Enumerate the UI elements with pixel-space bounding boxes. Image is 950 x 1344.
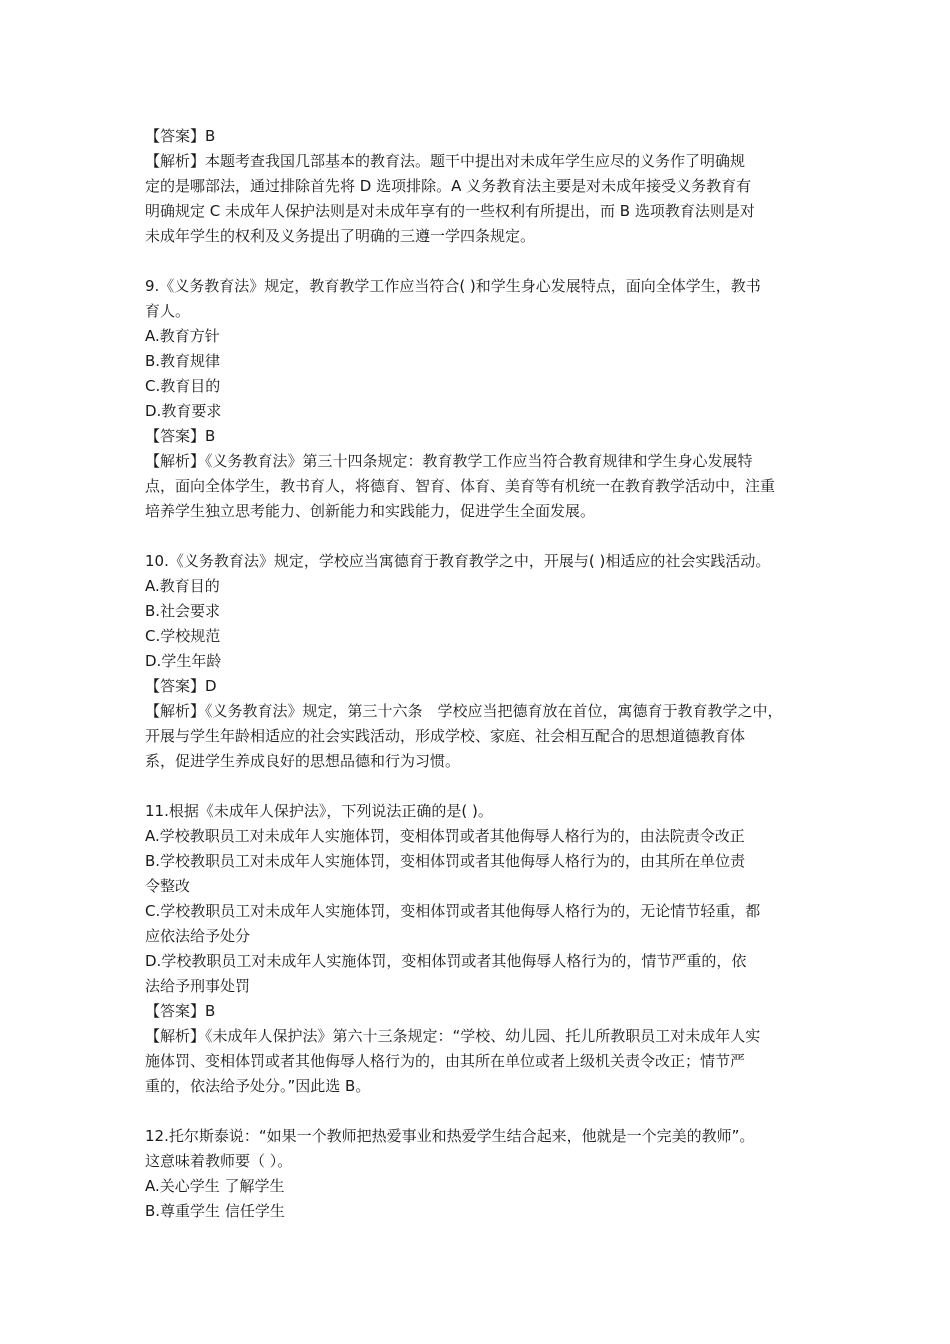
option-line: A.关心学生 了解学生 — [145, 1177, 285, 1195]
question-stem: 12.托尔斯泰说：“如果一个教师把热爱事业和热爱学生结合起来，他就是一个完美的教师”。 — [145, 1127, 755, 1145]
answer-line: 【答案】B — [145, 427, 216, 445]
block-spacer — [145, 524, 815, 549]
block-spacer — [145, 1099, 815, 1124]
text-line: 这意味着教师要（ ）。 — [145, 1152, 293, 1170]
text-line: 定的是哪部法，通过排除首先将 D 选项排除。A 义务教育法主要是对未成年接受义务教育有 — [145, 177, 752, 195]
option-line: A.教育目的 — [145, 577, 220, 595]
option-line: C.学校教职员工对未成年人实施体罚，变相体罚或者其他侮辱人格行为的，无论情节轻重，都 — [145, 902, 761, 920]
option-line: D.学校教职员工对未成年人实施体罚，变相体罚或者其他侮辱人格行为的，情节严重的，依 — [145, 952, 747, 970]
question-block — [145, 1124, 815, 1224]
text-line: 开展与学生年龄相适应的社会实践活动，形成学校、家庭、社会相互配合的思想道德教育体 — [145, 727, 746, 745]
text-line: 育人。 — [145, 302, 191, 320]
option-line: A.教育方针 — [145, 327, 220, 345]
option-line: D.教育要求 — [145, 402, 222, 420]
text-line: 施体罚、变相体罚或者其他侮辱人格行为的，由其所在单位或者上级机关责令改正；情节严 — [145, 1052, 746, 1070]
answer-line: 【答案】D — [145, 677, 217, 695]
text-line: 系，促进学生养成良好的思想品德和行为习惯。 — [145, 752, 461, 770]
text-line: 明确规定 C 未成年人保护法则是对未成年享有的一些权利有所提出，而 B 选项教育法则是对 — [145, 202, 755, 220]
option-line: B.教育规律 — [145, 352, 221, 370]
explanation-line: 【解析】《未成年人保护法》第六十三条规定：“学校、幼儿园、托儿所教职员工对未成年人实 — [145, 1027, 761, 1045]
block-spacer — [145, 774, 815, 799]
answer-line: 【答案】B — [145, 127, 216, 145]
question-stem: 10.《义务教育法》规定，学校应当寓德育于教育教学之中，开展与( )相适应的社会实践活动。 — [145, 552, 771, 570]
question-stem: 11.根据《未成年人保护法》，下列说法正确的是( )。 — [145, 802, 493, 820]
text-line: 法给予刑事处罚 — [145, 977, 251, 995]
text-line: 未成年学生的权利及义务提出了明确的三遵一学四条规定。 — [145, 227, 536, 245]
question-block — [145, 274, 815, 524]
text-line: 应依法给予处分 — [145, 927, 251, 945]
document-body — [145, 124, 815, 1224]
option-line: C.学校规范 — [145, 627, 221, 645]
explanation-line: 【解析】《义务教育法》规定，第三十六条 学校应当把德育放在首位，寓德育于教育教学之中， — [145, 702, 783, 720]
option-line: D.学生年龄 — [145, 652, 222, 670]
question-block — [145, 549, 815, 774]
question-stem: 9.《义务教育法》规定，教育教学工作应当符合( )和学生身心发展特点，面向全体学生，教书 — [145, 277, 761, 295]
option-line: A.学校教职员工对未成年人实施体罚，变相体罚或者其他侮辱人格行为的，由法院责令改正 — [145, 827, 745, 845]
text-line: 培养学生独立思考能力、创新能力和实践能力，促进学生全面发展。 — [145, 502, 596, 520]
answer-explanation-block — [145, 124, 815, 249]
option-line: B.尊重学生 信任学生 — [145, 1202, 285, 1220]
text-line: 令整改 — [145, 877, 191, 895]
block-spacer — [145, 249, 815, 274]
explanation-line: 【解析】《义务教育法》第三十四条规定：教育教学工作应当符合教育规律和学生身心发展特 — [145, 452, 753, 470]
option-line: B.学校教职员工对未成年人实施体罚，变相体罚或者其他侮辱人格行为的，由其所在单位责 — [145, 852, 746, 870]
option-line: B.社会要求 — [145, 602, 221, 620]
question-block — [145, 799, 815, 1099]
option-line: C.教育目的 — [145, 377, 221, 395]
text-line: 点，面向全体学生，教书育人，将德育、智育、体育、美育等有机统一在教育教学活动中，注重 — [145, 477, 776, 495]
explanation-line: 【解析】本题考查我国几部基本的教育法。题干中提出对未成年学生应尽的义务作了明确规 — [145, 152, 746, 170]
text-line: 重的，依法给予处分。”因此选 B。 — [145, 1077, 371, 1095]
answer-line: 【答案】B — [145, 1002, 216, 1020]
